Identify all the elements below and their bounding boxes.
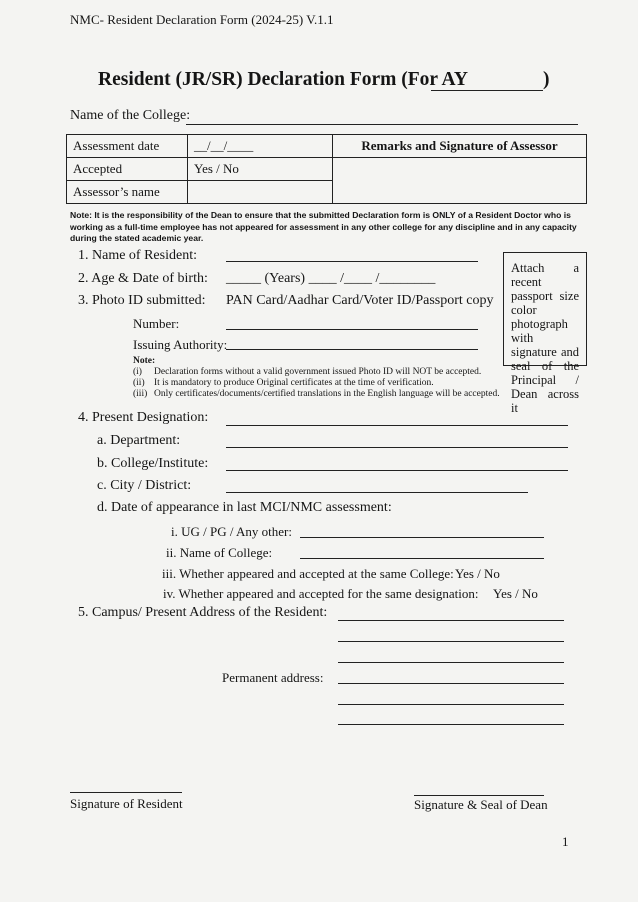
id-note-title: Note:: [133, 356, 156, 366]
assessor-label: Assessor’s name: [67, 181, 188, 204]
id-note-2: It is mandatory to produce Original certificates at the time of verification.: [154, 378, 434, 388]
ug-pg-input[interactable]: [300, 537, 544, 538]
resident-name-input[interactable]: [226, 261, 478, 262]
college-institute-input[interactable]: [226, 470, 568, 471]
same-designation-label: iv. Whether appeared and accepted for the same designation:: [163, 586, 479, 601]
present-address-line-1[interactable]: [338, 620, 564, 621]
remarks-header: Remarks and Signature of Assessor: [333, 135, 587, 158]
id-note-2-num: (ii): [133, 378, 145, 388]
academic-year-blank[interactable]: [431, 90, 543, 91]
id-note-1: Declaration forms without a valid government issued Photo ID will NOT be accepted.: [154, 367, 482, 377]
id-note-3-num: (iii): [133, 389, 148, 399]
age-dob-value[interactable]: _____ (Years) ____ /____ /________: [226, 271, 436, 286]
city-district-label: c. City / District:: [97, 478, 192, 493]
id-number-label: Number:: [133, 316, 180, 331]
designation-heading: 4. Present Designation:: [78, 410, 209, 425]
assessment-date-value[interactable]: __/__/____: [188, 135, 333, 158]
same-designation-value[interactable]: Yes / No: [493, 586, 538, 601]
form-reference: NMC- Resident Declaration Form (2024-25) V.1.1: [70, 12, 334, 27]
page-title: [98, 69, 468, 91]
photo-box[interactable]: Attach a recent passport size color photograph with signature and seal of the Principal / Dean across it: [503, 252, 587, 366]
id-note-1-num: (i): [133, 367, 142, 377]
assessor-value[interactable]: [188, 181, 333, 204]
title-text: Resident (JR/SR) Declaration Form (For AY: [98, 69, 468, 90]
dean-note: Note: It is the responsibility of the Dean to ensure that the submitted Declaration form is ONLY of a Resident Doctor who is working as a full-time employee has not appeared for assessment in any other college for any discipline and in any capacity during the stated academic year.: [70, 210, 577, 243]
permanent-address-line-3[interactable]: [338, 724, 564, 725]
issuing-authority-label: Issuing Authority:: [133, 337, 228, 352]
designation-input[interactable]: [226, 425, 568, 426]
assessment-college-label: ii. Name of College:: [166, 545, 273, 560]
permanent-address-label: Permanent address:: [222, 670, 324, 685]
last-assessment-label: d. Date of appearance in last MCI/NMC assessment:: [97, 500, 392, 515]
present-address-line-2[interactable]: [338, 641, 564, 642]
same-college-value[interactable]: Yes / No: [455, 566, 500, 581]
photo-id-label: 3. Photo ID submitted:: [78, 293, 206, 308]
permanent-address-line-1[interactable]: [338, 683, 564, 684]
department-label: a. Department:: [97, 433, 181, 448]
page-number: 1: [562, 834, 569, 849]
college-input[interactable]: [186, 124, 578, 125]
resident-signature-label: Signature of Resident: [70, 796, 183, 811]
accepted-label: Accepted: [67, 158, 188, 181]
permanent-address-line-2[interactable]: [338, 704, 564, 705]
assessment-table: [66, 134, 587, 204]
remarks-cell[interactable]: [333, 158, 587, 204]
city-district-input[interactable]: [226, 492, 528, 493]
college-institute-label: b. College/Institute:: [97, 456, 209, 471]
present-address-heading: 5. Campus/ Present Address of the Resident:: [78, 605, 328, 620]
assessment-college-input[interactable]: [300, 558, 544, 559]
department-input[interactable]: [226, 447, 568, 448]
photo-id-options[interactable]: PAN Card/Aadhar Card/Voter ID/Passport copy: [226, 293, 494, 308]
title-close-paren: ): [543, 69, 550, 90]
issuing-authority-input[interactable]: [226, 349, 478, 350]
id-number-input[interactable]: [226, 329, 478, 330]
age-dob-label: 2. Age & Date of birth:: [78, 271, 208, 286]
resident-name-label: 1. Name of Resident:: [78, 248, 197, 263]
dean-signature-label: Signature & Seal of Dean: [414, 797, 548, 812]
same-college-label: iii. Whether appeared and accepted at the same College:: [162, 566, 454, 581]
resident-signature-line[interactable]: [70, 792, 182, 793]
dean-signature-line[interactable]: [414, 795, 544, 796]
ug-pg-label: i. UG / PG / Any other:: [171, 524, 292, 539]
id-note-3: Only certificates/documents/certified translations in the English language will be accepted.: [154, 389, 500, 399]
assessment-date-label: Assessment date: [67, 135, 188, 158]
accepted-value[interactable]: Yes / No: [188, 158, 333, 181]
college-label: Name of the College:: [70, 108, 191, 123]
present-address-line-3[interactable]: [338, 662, 564, 663]
